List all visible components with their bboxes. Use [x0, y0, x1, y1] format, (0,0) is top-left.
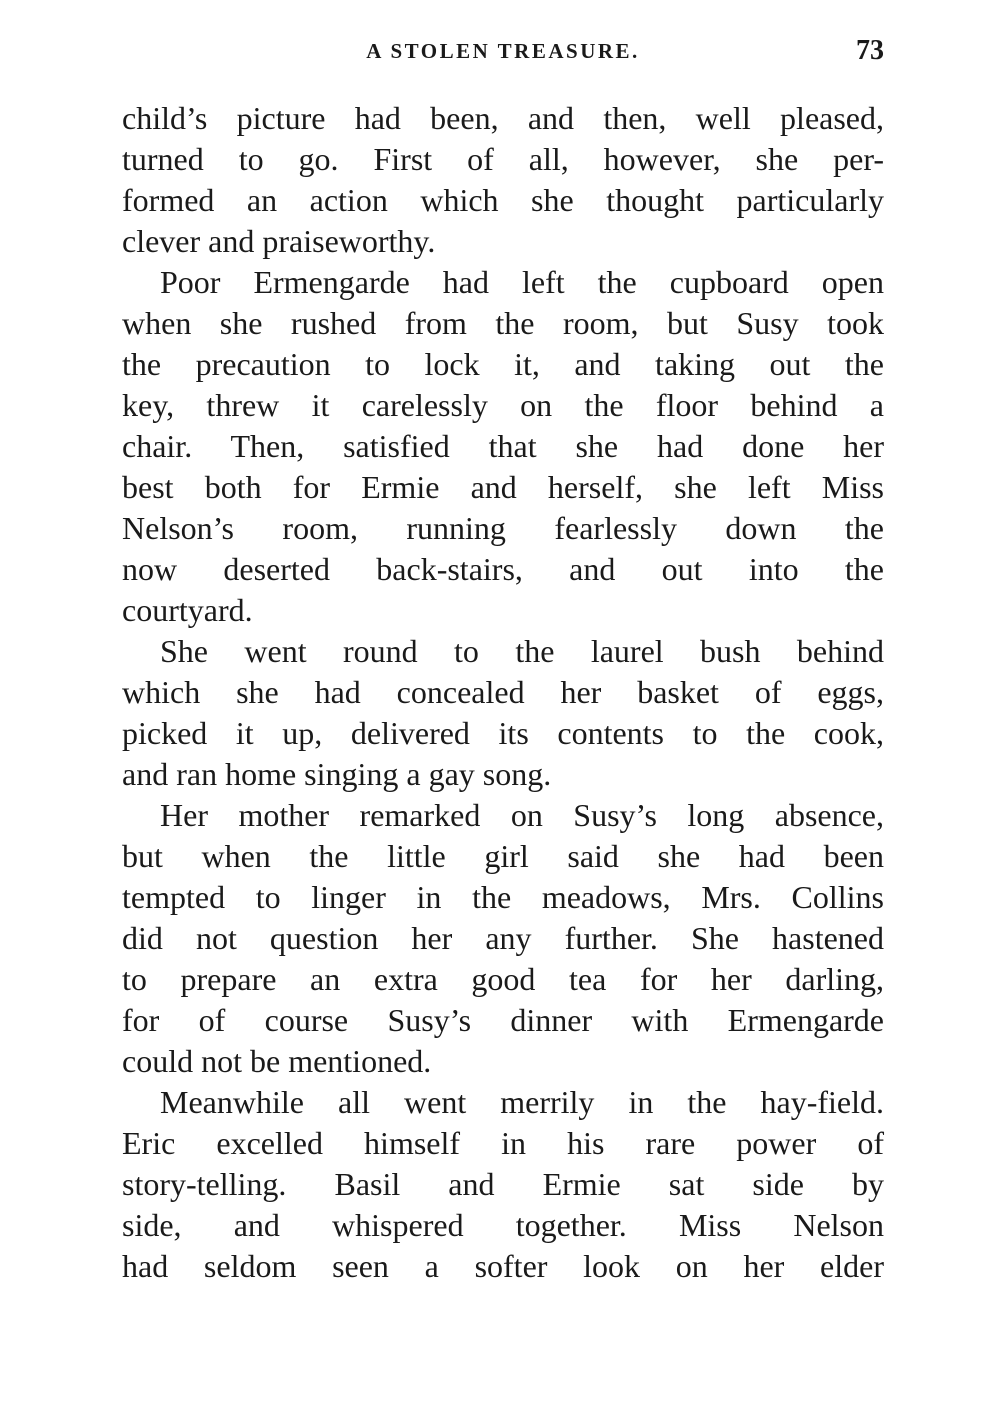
text-line: had seldom seen a softer look on her elder: [122, 1248, 884, 1284]
text-line: chair. Then, satisfied that she had done her: [122, 428, 884, 464]
paragraph: [122, 631, 884, 795]
paragraph: [122, 1082, 884, 1287]
text-line: could not be mentioned.: [122, 1043, 432, 1079]
text-line: turned to go. First of all, however, she per-: [122, 141, 884, 177]
text-line: for of course Susy’s dinner with Ermengarde: [122, 1002, 884, 1038]
text-line: courtyard.: [122, 592, 253, 628]
text-line: Nelson’s room, running fearlessly down the: [122, 510, 884, 546]
text-line: which she had concealed her basket of eggs,: [122, 674, 884, 710]
text-line: the precaution to lock it, and taking out the: [122, 346, 884, 382]
text-line: tempted to linger in the meadows, Mrs. Collins: [122, 879, 884, 915]
text-line: She went round to the laurel bush behind: [160, 633, 884, 669]
page-number: 73: [856, 35, 884, 66]
paragraph: [122, 795, 884, 1082]
text-line: Eric excelled himself in his rare power of: [122, 1125, 884, 1161]
text-line: side, and whispered together. Miss Nelson: [122, 1207, 884, 1243]
text-line: but when the little girl said she had been: [122, 838, 884, 874]
text-line: key, threw it carelessly on the floor behind a: [122, 387, 884, 423]
text-line: formed an action which she thought particularly: [122, 182, 884, 218]
running-title: A STOLEN TREASURE.: [366, 39, 640, 63]
text-line: story-telling. Basil and Ermie sat side by: [122, 1166, 884, 1202]
text-line: to prepare an extra good tea for her darling,: [122, 961, 884, 997]
text-line: when she rushed from the room, but Susy took: [122, 305, 884, 341]
text-line: Meanwhile all went merrily in the hay-field.: [160, 1084, 884, 1120]
text-line: child’s picture had been, and then, well pleased,: [122, 100, 884, 136]
text-line: did not question her any further. She hastened: [122, 920, 884, 956]
text-line: clever and praiseworthy.: [122, 223, 436, 259]
paragraph: [122, 262, 884, 631]
text-line: Poor Ermengarde had left the cupboard open: [160, 264, 884, 300]
text-line: best both for Ermie and herself, she left Miss: [122, 469, 884, 505]
text-line: and ran home singing a gay song.: [122, 756, 552, 792]
running-head: [122, 34, 884, 68]
text-line: Her mother remarked on Susy’s long absence,: [160, 797, 884, 833]
paragraph: [122, 98, 884, 262]
body-text: [122, 98, 884, 1287]
text-line: now deserted back-stairs, and out into the: [122, 551, 884, 587]
text-line: picked it up, delivered its contents to the cook,: [122, 715, 884, 751]
